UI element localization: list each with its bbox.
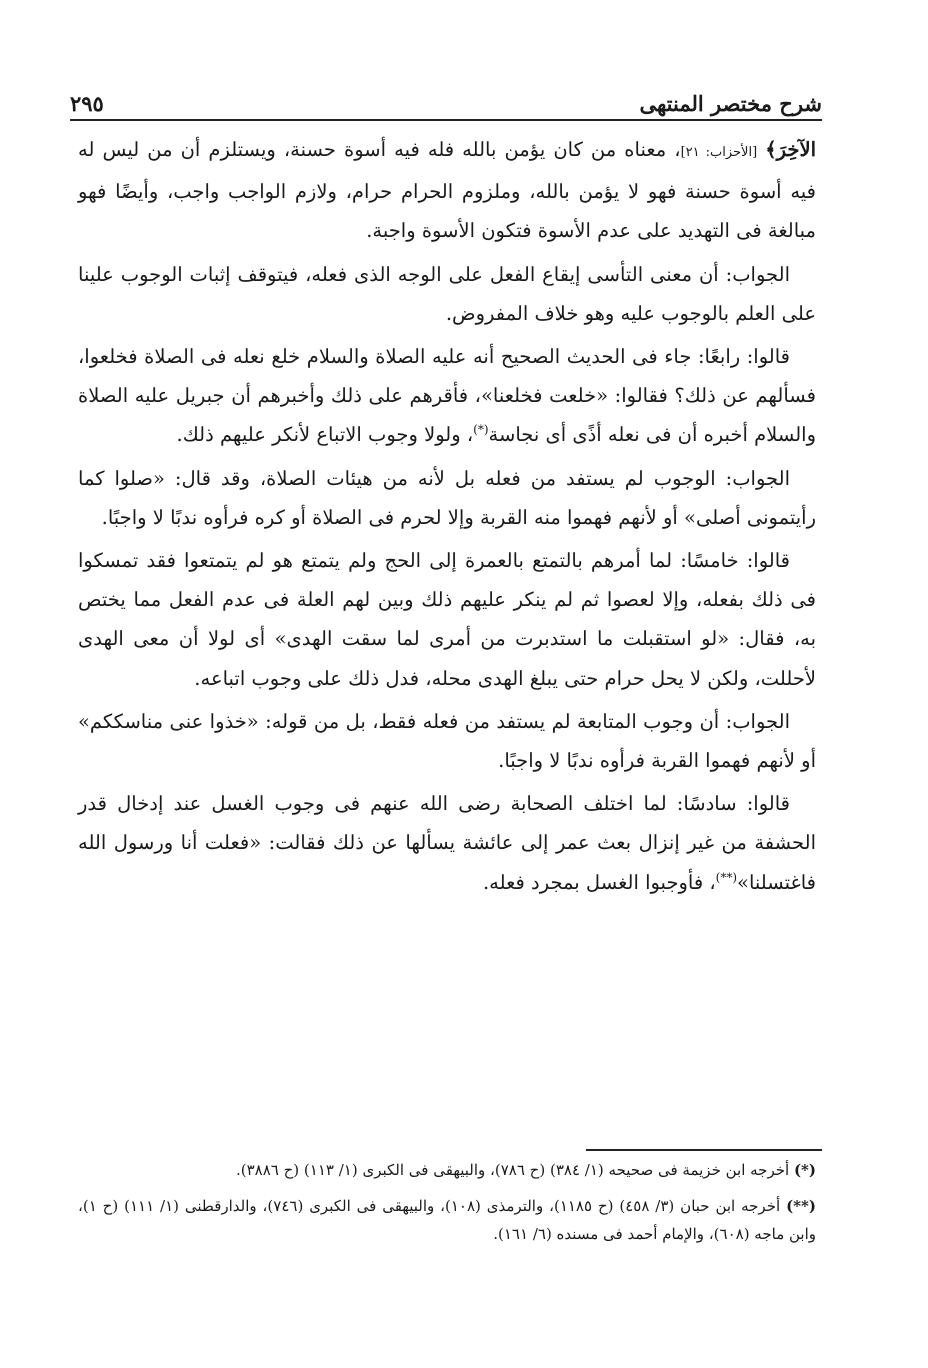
paragraph — [78, 541, 816, 698]
footnote — [78, 1192, 816, 1248]
header-divider — [70, 119, 822, 121]
main-text — [78, 130, 816, 906]
paragraph-text: ، معناه من كان يؤمن بالله فله فيه أسوة حسنة، ويستلزم أن من ليس له فيه أسوة حسنة فهو لا يؤمن بالله، وملزوم الحرام حرام، ولازم الواجب واجب، وأيضًا فهو مبالغة فى التهديد على عدم الأسوة فتكون الأسوة واجبة. — [78, 138, 816, 243]
page-number: ٢٩٥ — [70, 91, 104, 116]
paragraph — [78, 337, 816, 455]
quran-fragment: الآخِرَ﴾ — [765, 138, 817, 161]
footnote-mark[interactable]: (**) — [715, 870, 738, 885]
paragraph-text: الجواب: أن وجوب المتابعة لم يستفد من فعله فقط، بل من قوله: «خذوا عنى مناسككم» أو لأنهم فهموا القربة فرأوه ندبًا لا واجبًا. — [78, 709, 816, 773]
paragraph-text: قالوا: رابعًا: جاء فى الحديث الصحيح أنه عليه الصلاة والسلام خلع نعله فى الصلاة فخلعوا، فسألهم عن ذلك؟ فقالوا: «خلعت فخلعنا»، فأقرهم على ذلك وأخبرهم أن جبريل عليه الصلاة والسلام أخبره أن فى نعله أذًى أى نجاسة — [78, 345, 816, 447]
paragraph — [78, 702, 816, 780]
running-title: شرح مختصر المنتهى — [639, 91, 822, 116]
running-header — [70, 84, 822, 116]
footnotes — [78, 1156, 816, 1256]
paragraph-text: ، ولولا وجوب الاتباع لأنكر عليهم ذلك. — [176, 423, 474, 447]
paragraph-text: قالوا: خامسًا: لما أمرهم بالتمتع بالعمرة إلى الحج ولم يتمتع هو لم يتمتعوا فقد تمسكوا فى ذلك بفعله، وإلا لعصوا ثم لم ينكر عليهم ذلك وبين لهم العلة فى عدم الفعل مما يختص به، فقال: «لو استقبلت ما استدبرت من أمرى لما سقت الهدى» أى لولا أن معى الهدى لأحللت، ولكن لا يحل حرام حتى يبلغ الهدى محله، فدل ذلك على وجوب اتباعه. — [78, 549, 816, 690]
paragraph-text: الجواب: الوجوب لم يستفد من فعله بل لأنه من هيئات الصلاة، وقد قال: «صلوا كما رأيتمونى أصلى» أو لأنهم فهموا منه القربة وإلا لحرم فى الصلاة أو كره فرأوه ندبًا لا واجبًا. — [78, 466, 816, 529]
quran-reference: [الأحزاب: ٢١] — [680, 145, 758, 160]
footnote-marker: (*) — [793, 1161, 816, 1179]
footnote-marker: (**) — [786, 1197, 816, 1215]
footnote — [78, 1156, 816, 1184]
footnote-text: أخرجه ابن حبان (٣/ ٤٥٨) (ح ١١٨٥)، والترمذى (١٠٨)، والبيهقى فى الكبرى (٧٤٦)، والدارقطنى (١/ ١١١) (ح ١)، وابن ماجه (٦٠٨)، والإمام أحمد فى مسنده (٦/ ١٦١). — [78, 1197, 816, 1243]
paragraph — [78, 255, 816, 333]
footnote-divider — [586, 1149, 822, 1151]
footnote-text: أخرجه ابن خزيمة فى صحيحه (١/ ٣٨٤) (ح ٧٨٦)، والبيهقى فى الكبرى (١/ ١١٣) (ح ٣٨٨٦). — [235, 1161, 790, 1179]
paragraph — [78, 784, 816, 902]
footnote-mark[interactable]: (*) — [473, 422, 489, 437]
paragraph-text: الجواب: أن معنى التأسى إيقاع الفعل على الوجه الذى فعله، فيتوقف إثبات الوجوب علينا على العلم بالوجوب عليه وهو خلاف المفروض. — [78, 262, 816, 325]
paragraph — [78, 130, 816, 251]
paragraph-text: ، فأوجبوا الغسل بمجرد فعله. — [482, 870, 716, 894]
paragraph-text: قالوا: سادسًا: لما اختلف الصحابة رضى الله عنهم فى وجوب الغسل عند إدخال قدر الحشفة من غير إنزال بعث عمر إلى عائشة يسألها عن ذلك فقالت: «فعلت أنا ورسول الله فاغتسلنا» — [78, 792, 816, 894]
paragraph — [78, 459, 816, 537]
